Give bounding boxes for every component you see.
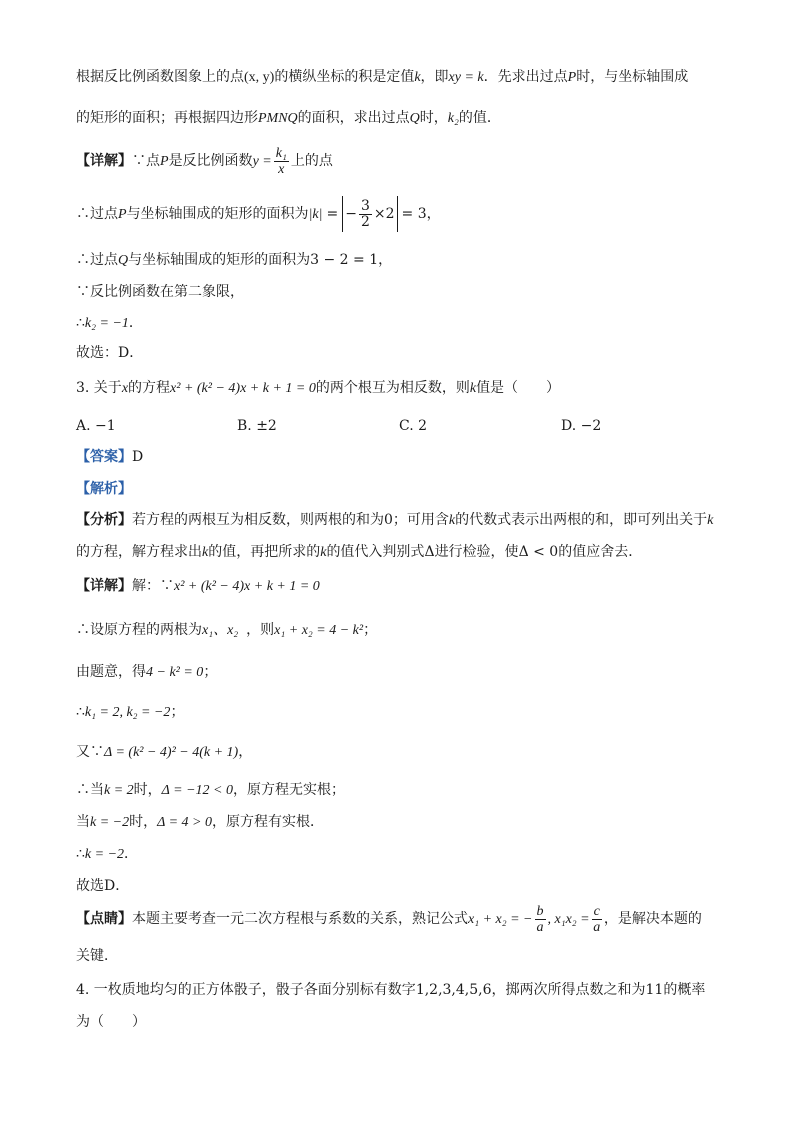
- math-xy-k: xy = k: [448, 70, 484, 85]
- text: 值是（ ）: [476, 380, 561, 396]
- dianjing-line: [76, 902, 702, 937]
- analysis-line-1: [76, 67, 688, 88]
- text: ∴: [76, 846, 85, 862]
- text: ；可用含: [392, 512, 449, 528]
- math-abs-k: |k|: [308, 207, 323, 222]
- text: 的概率: [663, 982, 706, 998]
- text: ，则: [246, 622, 275, 638]
- text: 根据反比例函数图象上的点: [76, 69, 244, 85]
- math-k: k = −2: [84, 847, 125, 862]
- text: 的值应舍去．: [558, 544, 643, 560]
- denominator: a: [593, 919, 601, 935]
- text: ，掷两次所得点数之和为: [491, 982, 646, 998]
- numerator: c: [593, 903, 600, 919]
- text: ∵点: [132, 153, 160, 169]
- math-k: k: [320, 545, 327, 560]
- option-value: −2: [580, 418, 602, 434]
- option-letter: A.: [76, 418, 91, 434]
- text: ∴: [76, 315, 85, 331]
- text: 的矩形的面积；再根据四边形: [76, 110, 258, 126]
- text: ∴设原方程的两根为: [76, 622, 202, 638]
- option-a[interactable]: [76, 416, 116, 436]
- option-c[interactable]: [399, 416, 427, 436]
- text: ，即: [420, 69, 449, 85]
- math-equation: 4 − k² = 0: [146, 665, 204, 680]
- math-roots: x₁、x₂: [202, 623, 239, 638]
- question-4-line-2: 为（ ）: [76, 1014, 146, 1030]
- area-line: [76, 196, 441, 233]
- math-delta: Δ = 4 > 0: [157, 815, 212, 830]
- text: 的方程: [128, 380, 171, 396]
- math-pmnq: PMNQ: [258, 111, 298, 126]
- option-d[interactable]: [561, 416, 601, 436]
- math-point: (x, y): [244, 70, 275, 85]
- text: 的值，再把所求的: [208, 544, 321, 560]
- option-value: 2: [418, 418, 428, 434]
- fenxi-label: 【分析】: [76, 512, 132, 528]
- option-letter: B.: [237, 418, 252, 434]
- option-letter: D.: [561, 418, 577, 434]
- math-expr: 3 − 2 = 1: [310, 252, 379, 268]
- text: 的值．: [458, 110, 501, 126]
- math-equation: x² + (k² − 4)x + k + 1 = 0: [174, 579, 320, 594]
- text: 当: [76, 814, 90, 830]
- text: ．: [128, 315, 143, 331]
- text: 与坐标轴围成的矩形的面积为: [126, 206, 309, 222]
- answer-label: 【答案】: [76, 449, 132, 465]
- option-value: ±2: [256, 418, 277, 434]
- text: 本题主要考查一元二次方程根与系数的关系，熟记公式: [132, 911, 468, 927]
- text: 进行检验，使: [434, 544, 519, 560]
- text: 的值代入判别式: [326, 544, 425, 560]
- answer-value: D: [132, 449, 144, 465]
- text: ∴过点: [76, 252, 118, 268]
- math-k-values: k₁ = 2, k₂ = −2: [84, 705, 171, 720]
- text: 又∵: [76, 744, 104, 760]
- fenxi-line-2: [76, 542, 642, 563]
- text: 3. 关于: [76, 380, 122, 396]
- detail-line-1: [76, 144, 333, 179]
- text: 4. 一枚质地均匀的正方体骰子，骰子各面分别标有数字: [76, 982, 416, 998]
- text: ；: [170, 704, 185, 720]
- text: ，原方程无实根；: [232, 782, 345, 798]
- math-formula: , x₁x₂ =: [547, 912, 590, 927]
- denominator: a: [536, 919, 544, 935]
- option-letter: C.: [399, 418, 414, 434]
- math-p: P: [160, 154, 169, 169]
- numerator: k₁: [275, 145, 287, 161]
- math-delta-lt-0: Δ < 0: [518, 544, 559, 560]
- math-q: Q: [409, 111, 420, 126]
- by-question-line: [76, 662, 217, 683]
- text: 的横纵坐标的积是定值: [274, 69, 415, 85]
- math-k: k = −2: [90, 815, 130, 830]
- math-x: x: [121, 381, 129, 396]
- question-4-line-1: [76, 980, 705, 1000]
- dianjing-line-2: 关键．: [76, 948, 118, 964]
- text: 时，与坐标轴围成: [576, 69, 689, 85]
- choose-line-2: 故选D．: [76, 878, 130, 894]
- k2-line: [76, 313, 143, 334]
- detail-label: 【详解】: [76, 578, 132, 594]
- text: ，原方程有实根．: [211, 814, 324, 830]
- text: = 3: [401, 206, 427, 222]
- text: 是反比例函数: [168, 153, 253, 169]
- choose-line-1: 故选：D．: [76, 345, 144, 361]
- text: ×2: [373, 206, 395, 222]
- answer-line: [76, 447, 143, 467]
- text: 时，: [129, 814, 158, 830]
- math-delta: Δ = −12 < 0: [161, 783, 233, 798]
- text: 0: [384, 512, 393, 528]
- fenxi-line-1: [76, 510, 713, 531]
- text: 与坐标轴围成的矩形的面积为: [128, 252, 311, 268]
- fraction-k1-x: [274, 146, 289, 177]
- math-delta: Δ = (k² − 4)² − 4(k + 1): [104, 745, 239, 760]
- math-equation: x² + (k² − 4)x + k + 1 = 0: [170, 381, 316, 396]
- abs-expression: [342, 196, 397, 232]
- math-k: k: [414, 70, 421, 85]
- minus: −: [345, 206, 357, 222]
- text: 解：∵: [132, 578, 174, 594]
- option-b[interactable]: [237, 416, 277, 436]
- text: 的两个根互为相反数，则: [315, 380, 470, 396]
- fraction-3-2: [359, 199, 372, 230]
- text: 时，: [133, 782, 162, 798]
- delta-line: [76, 742, 252, 763]
- math-q: Q: [118, 253, 129, 268]
- text: ∴过点: [76, 206, 118, 222]
- denominator: 2: [360, 213, 370, 230]
- math-p: P: [567, 70, 577, 85]
- q-area-line: [76, 250, 392, 271]
- option-value: −1: [95, 418, 116, 434]
- text: 上的点: [290, 153, 333, 169]
- text: 的代数式表示出两根的和，即可列出关于: [455, 512, 708, 528]
- text: ∴: [76, 704, 85, 720]
- text: 的面积，求出过点: [297, 110, 410, 126]
- math-numbers: 1,2,3,4,5,6: [415, 982, 492, 998]
- denominator: x: [278, 161, 285, 177]
- math-y: y =: [252, 154, 272, 169]
- roots-line: [76, 620, 377, 641]
- text: ，: [426, 206, 441, 222]
- text: ．: [124, 846, 139, 862]
- math-k2: k₂: [447, 111, 459, 126]
- math-k2-value: k₂ = −1: [84, 316, 129, 331]
- text: ．先求出过点: [483, 69, 568, 85]
- text: ，: [238, 744, 253, 760]
- when-k-2-line: [76, 780, 345, 801]
- text: ∴当: [76, 782, 104, 798]
- analysis-label: [76, 479, 132, 499]
- math-number: 11: [645, 982, 664, 998]
- math-delta: Δ: [424, 544, 435, 560]
- math-p: P: [118, 207, 127, 222]
- detail-line-2: [76, 576, 320, 597]
- text: 若方程的两根互为相反数，则两根的和为: [132, 512, 384, 528]
- math-k: k: [707, 513, 714, 528]
- when-k-neg2-line: [76, 812, 324, 833]
- detail-label: 【详解】: [76, 153, 132, 169]
- text: ，是解决本题的: [603, 911, 702, 927]
- fraction-b-a: [535, 904, 546, 935]
- math-k: k: [469, 381, 477, 396]
- text: ，: [378, 252, 393, 268]
- text: ；: [363, 622, 378, 638]
- fraction-c-a: [592, 904, 602, 935]
- final-k-line: [76, 844, 138, 865]
- math-sum: x₁ + x₂ = 4 − k²: [274, 623, 364, 638]
- dianjing-label: 【点睛】: [76, 911, 132, 927]
- analysis-line-2: [76, 108, 501, 129]
- analysis-heading: 【解析】: [76, 481, 132, 497]
- math-k: k: [202, 545, 209, 560]
- k-values-line: [76, 702, 184, 723]
- quadrant-line: ∵反比例函数在第二象限，: [76, 284, 244, 300]
- numerator: b: [536, 903, 544, 919]
- text: 时，: [419, 110, 448, 126]
- text: 的方程，解方程求出: [76, 544, 202, 560]
- text: 由题意，得: [76, 664, 146, 680]
- text: =: [326, 206, 339, 222]
- question-3: [76, 378, 560, 399]
- math-k: k = 2: [104, 783, 134, 798]
- math-k: k: [448, 513, 456, 528]
- numerator: 3: [360, 197, 370, 214]
- text: ；: [203, 664, 218, 680]
- math-formula: x₁ + x₂ = −: [468, 912, 533, 927]
